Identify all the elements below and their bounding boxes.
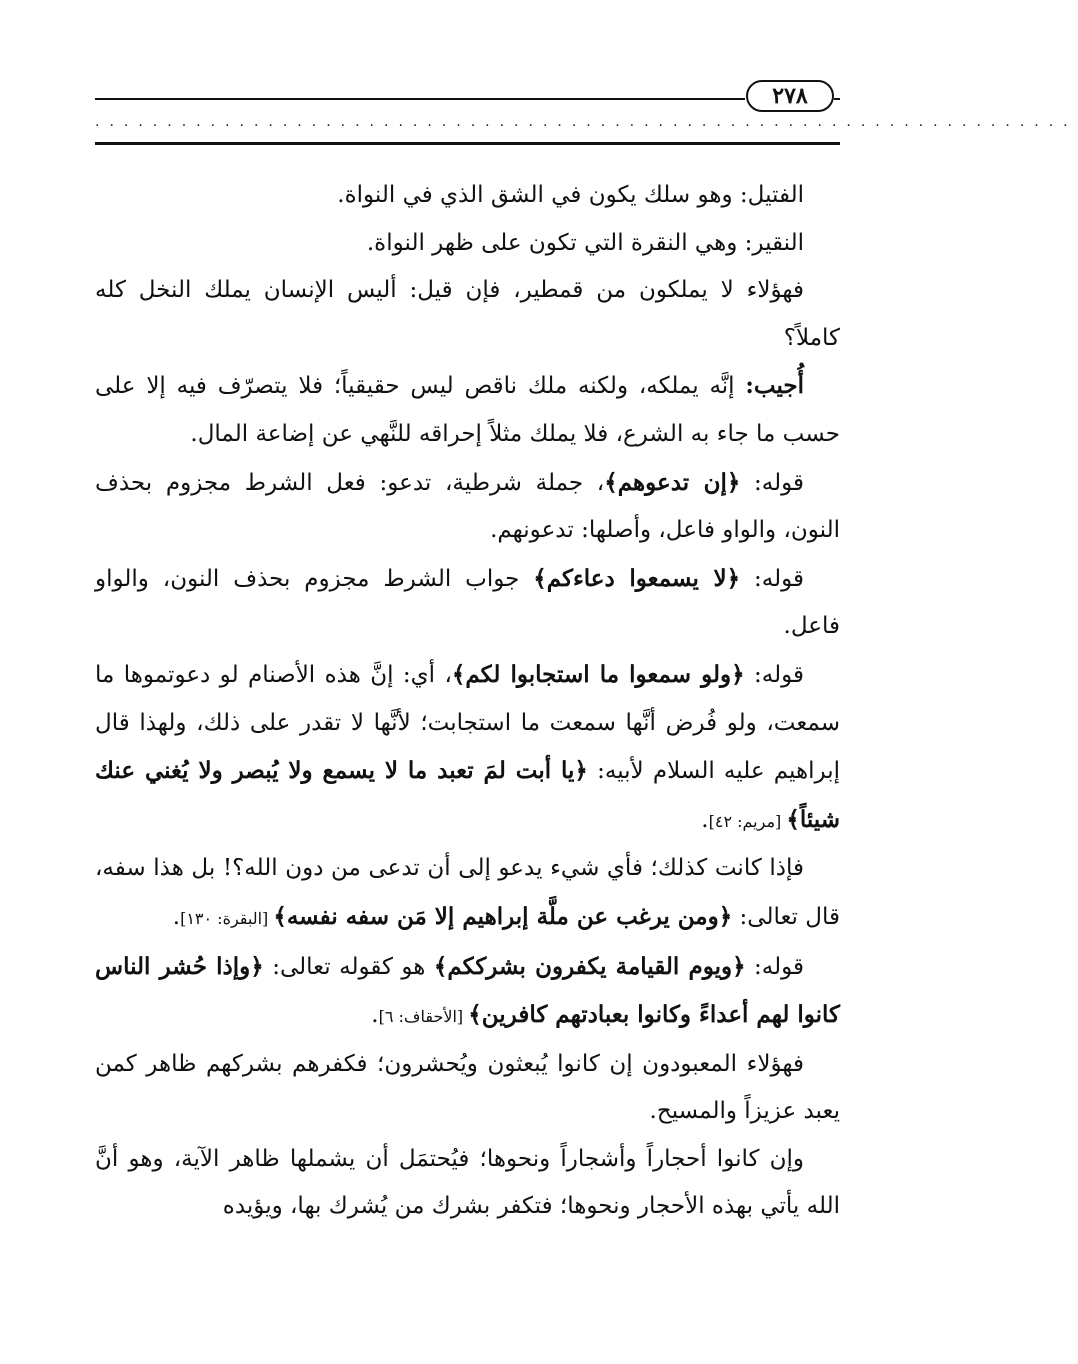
page-number: ٢٧٨ [746, 80, 834, 112]
paragraph-text: الفتيل: وهو سلك يكون في الشق الذي في النواة. [337, 182, 804, 208]
paragraph-text: قوله: [740, 469, 805, 496]
paragraph-text: . [701, 806, 709, 833]
header-top-rule-end [834, 98, 840, 100]
verse-reference: [البقرة: ١٣٠] [180, 908, 274, 928]
header-bottom-rule [95, 142, 840, 145]
paragraph [95, 1041, 840, 1136]
paragraph-text: جواب الشرط مجزوم بحذف النون، والواو فاعل. [95, 565, 840, 640]
paragraph-text: إنَّه يملكه، ولكنه ملك ناقص ليس حقيقياً؛ فلا يتصرّف فيه إلا على حسب ما جاء به الشرع، فلا يملك مثلاً إحراقه للنَّهي عن إضاعة المال. [95, 373, 840, 447]
paragraph-text: وإن كانوا أحجاراً وأشجاراً ونحوها؛ فيُحتمَل أن يشملها ظاهر الآية، وهو أنَّ الله يأتي بهذه الأحجار ونحوها؛ فتكفر بشرك من يُشرك بها، ويؤيده [95, 1145, 840, 1220]
header-top-rule [95, 98, 745, 100]
paragraph [95, 267, 840, 362]
quran-quote: ﴿وإذا حُشر الناس كانوا لهم أعداءً وكانوا بعبادتهم كافرين﴾ [95, 952, 840, 1029]
verse-reference: [الأحقاف: ٦] [378, 1007, 469, 1027]
paragraph [95, 1136, 840, 1231]
paragraph-text: . [371, 1002, 379, 1029]
quran-quote: ﴿لا يسمعوا دعاءكم﴾ [533, 564, 741, 592]
quran-quote: ﴿ولو سمعوا ما استجابوا لكم﴾ [451, 660, 745, 688]
quran-quote: ﴿ومن يرغب عن ملَّة إبراهيم إلا مَن سفه نفسه﴾ [273, 902, 733, 930]
paragraph [95, 172, 840, 220]
paragraph-text: قوله: [744, 661, 804, 688]
verse-reference: [مريم: ٤٢] [708, 811, 787, 831]
paragraph-text: النقير: وهي النقرة التي تكون على ظهر النواة. [366, 229, 804, 256]
quran-quote: ﴿ويوم القيامة يكفرون بشرككم﴾ [433, 952, 746, 980]
quran-quote: ﴿يا أبت لمَ تعبد ما لا يسمع ولا يُبصر ولا يُغني عنك شيئاً﴾ [95, 757, 840, 833]
paragraph-text: فهؤلاء لا يملكون من قمطير، فإن قيل: أليس الإنسان يملك النخل كله كاملاً؟ [95, 277, 840, 351]
header-dotted-line: .................................................................... [95, 114, 1078, 130]
paragraph-text: . [172, 903, 181, 930]
paragraph-text: فإذا كانت كذلك؛ فأي شيء يدعو إلى أن تدعى من دون الله؟! بل هذا سفه، قال تعالى: [95, 855, 840, 930]
paragraph-text: فهؤلاء المعبودون إن كانوا يُبعثون ويُحشرون؛ فكفرهم بشركهم ظاهر كمن يعبد عزيزاً والمسيح. [95, 1050, 840, 1125]
paragraph [95, 845, 840, 942]
paragraph-text: ، أي: إنَّ هذه الأصنام لو دعوتموها ما سمعت، ولو فُرض أنَّها سمعت ما استجابت؛ لأنَّها لا تقدر على ذلك، ولهذا قال إبراهيم عليه السلام لأبيه: [95, 661, 840, 785]
paragraph [95, 651, 840, 845]
paragraph [95, 943, 840, 1041]
paragraph [95, 220, 840, 268]
page-header [95, 74, 1078, 154]
paragraph-text: قوله: [740, 565, 805, 592]
paragraph [95, 459, 840, 555]
paragraph [95, 555, 840, 651]
paragraph-text: هو كقوله تعالى: [263, 953, 434, 980]
quran-quote: ﴿إن تدعوهم﴾ [604, 468, 741, 496]
paragraph-text: قوله: [745, 953, 804, 980]
paragraph [95, 362, 840, 458]
paragraph-text: ، جملة شرطية، تدعو: فعل الشرط مجزوم بحذف النون، والواو فاعل، وأصلها: تدعونهم. [95, 469, 840, 544]
quran-quote: أُجيب: [745, 372, 804, 400]
page-body [95, 172, 840, 1231]
